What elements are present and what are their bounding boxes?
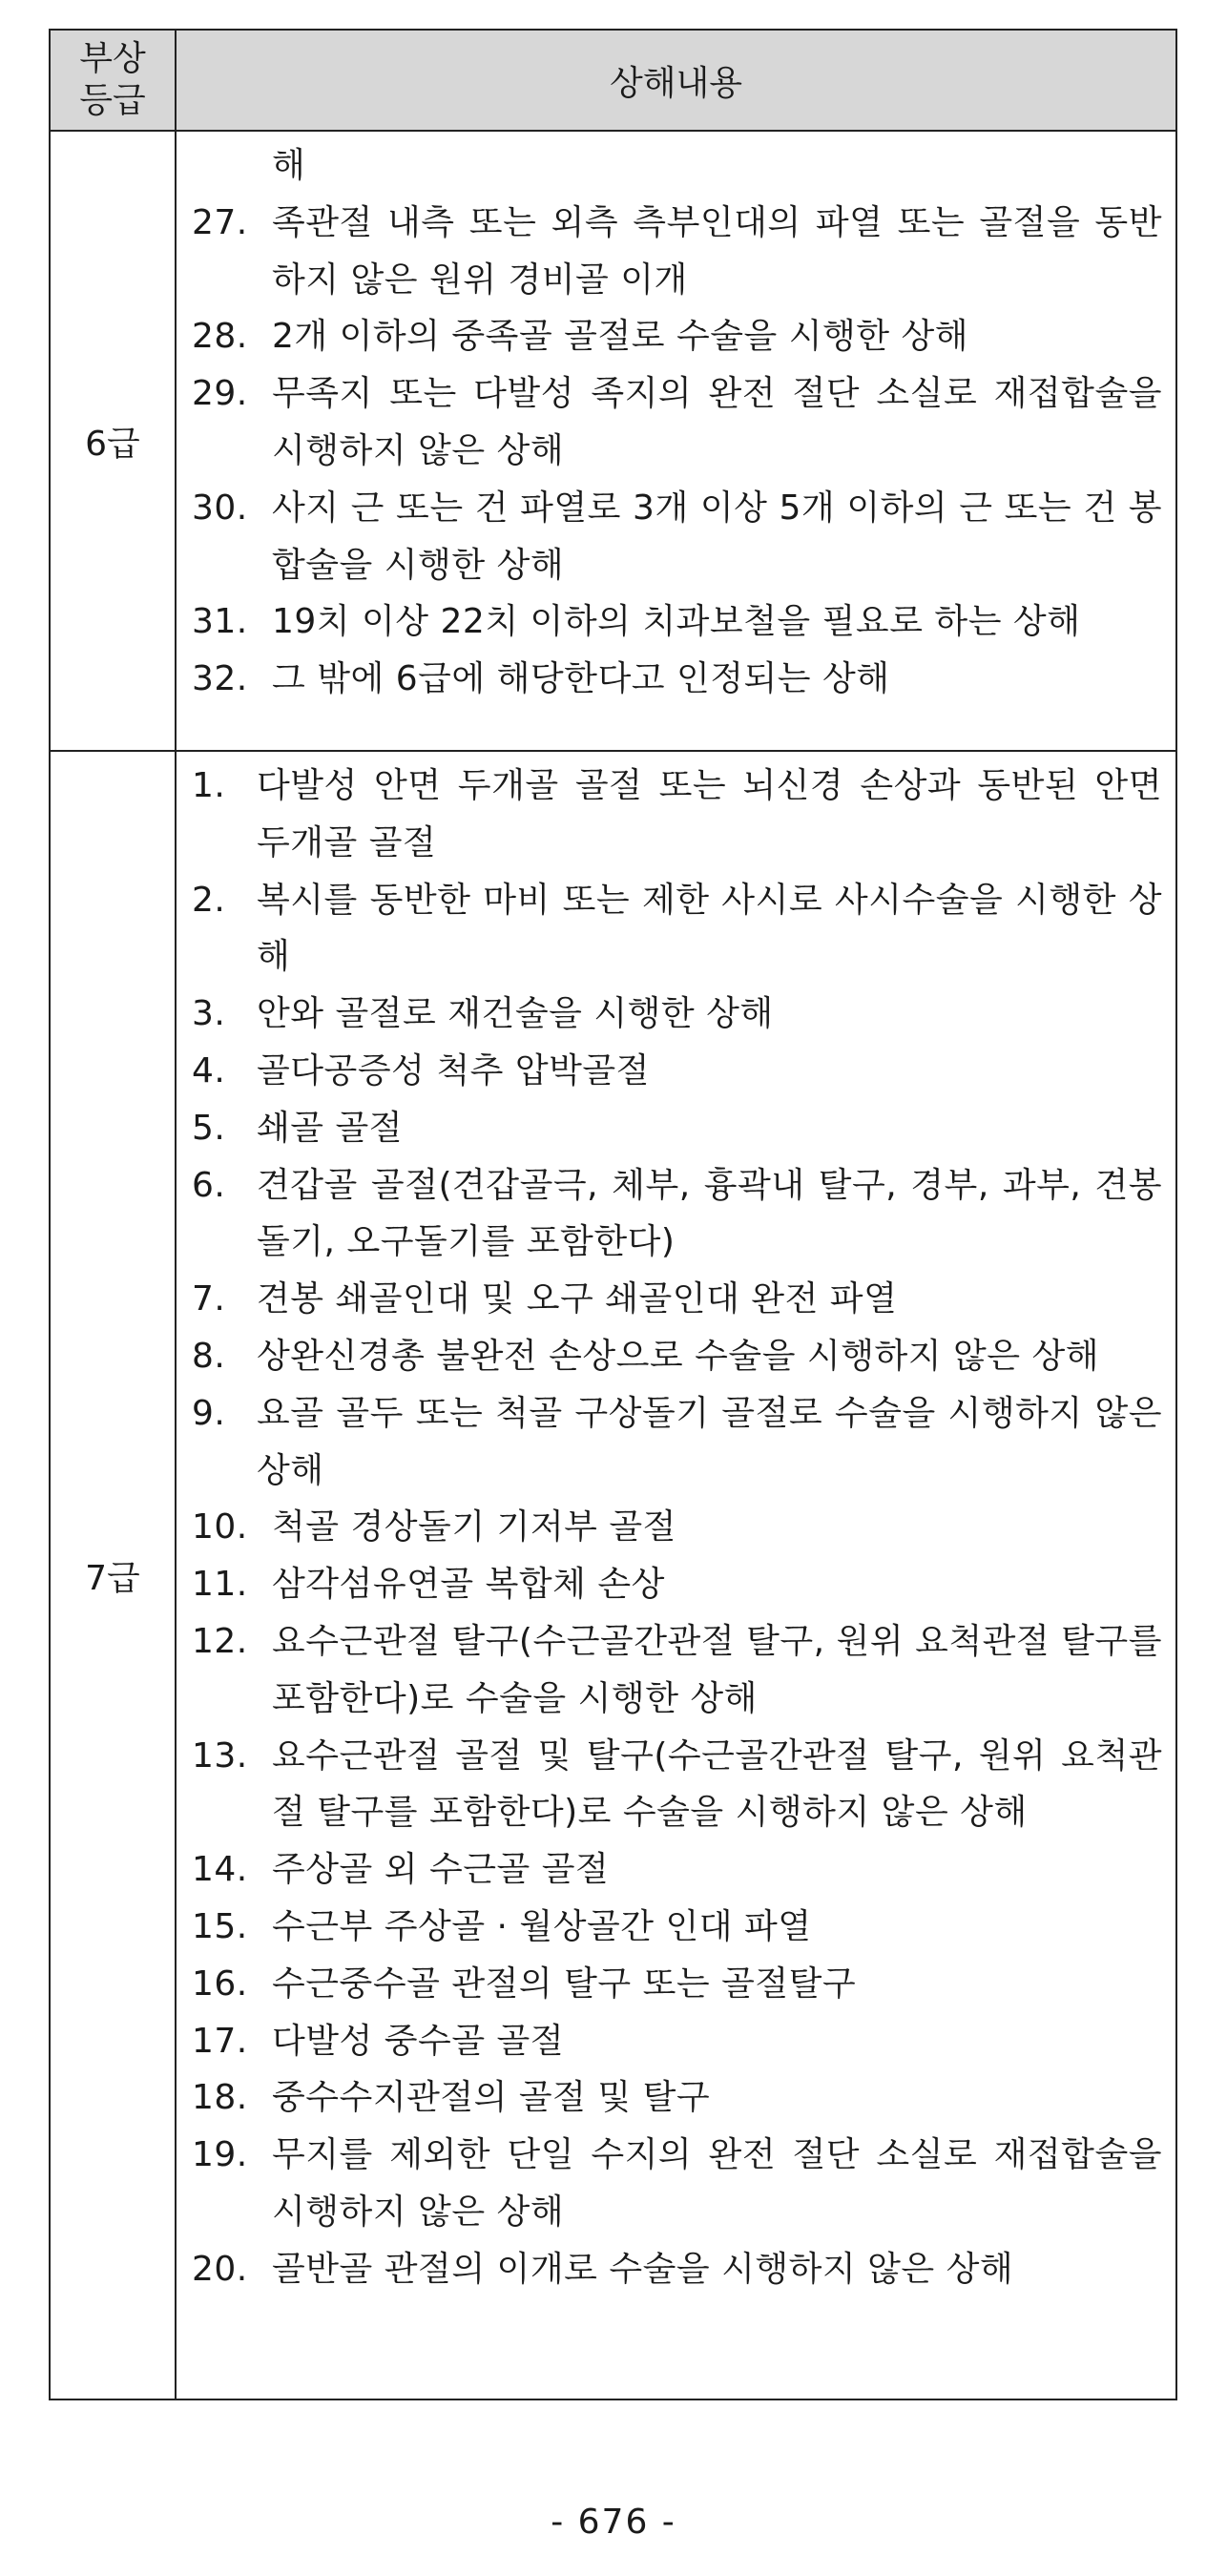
list-item <box>192 480 1162 594</box>
item-number: 29. <box>192 374 248 414</box>
item-number: 2. <box>192 880 226 920</box>
list-item <box>192 651 1162 708</box>
list-item <box>192 2127 1162 2241</box>
item-text: 척골 경상돌기 기저부 골절 <box>272 1507 676 1548</box>
list-item <box>192 2013 1162 2070</box>
item-number: 19. <box>192 2135 248 2175</box>
list-item <box>192 1899 1162 1956</box>
page-number: - 676 - <box>551 2503 676 2542</box>
content-cell-7 <box>177 752 1175 2399</box>
list-item <box>192 1385 1162 1500</box>
item-text: 견봉 쇄골인대 및 오구 쇄골인대 완전 파열 <box>257 1279 898 1319</box>
item-number: 8. <box>192 1336 226 1376</box>
item-text: 쇄골 골절 <box>257 1108 404 1148</box>
list-item <box>192 986 1162 1043</box>
list-item <box>192 2241 1162 2298</box>
list-item <box>192 1956 1162 2013</box>
item-text: 삼각섬유연골 복합체 손상 <box>272 1565 665 1605</box>
item-number: 1. <box>192 766 226 805</box>
item-number: 10. <box>192 1507 248 1548</box>
item-text: 19치 이상 22치 이하의 치과보철을 필요로 하는 상해 <box>272 602 1081 642</box>
item-number: 7. <box>192 1279 226 1319</box>
list-item <box>192 1556 1162 1613</box>
list-item <box>192 1271 1162 1328</box>
item-text: 사지 근 또는 건 파열로 3개 이상 5개 이하의 근 또는 건 봉합술을 시행한 상해 <box>272 488 1162 585</box>
item-text: 다발성 중수골 골절 <box>272 2021 565 2061</box>
table-row-grade-7 <box>51 752 1175 2399</box>
item-number: 30. <box>192 488 248 528</box>
item-number: 6. <box>192 1165 226 1205</box>
item-number: 20. <box>192 2249 248 2289</box>
item-number: 27. <box>192 202 248 242</box>
header-content-cell <box>177 31 1175 130</box>
item-number: 17. <box>192 2021 248 2061</box>
item-text: 중수수지관절의 골절 및 탈구 <box>272 2078 711 2118</box>
item-text: 복시를 동반한 마비 또는 제한 사시로 사시수술을 시행한 상해 <box>257 880 1162 977</box>
item-number: 32. <box>192 659 248 699</box>
list-item <box>192 1043 1162 1100</box>
item-number: 31. <box>192 602 248 642</box>
item-text: 견갑골 골절(견갑골극, 체부, 흉곽내 탈구, 경부, 과부, 견봉돌기, 오구돌기를 포함한다) <box>257 1165 1163 1262</box>
item-number: 14. <box>192 1850 248 1890</box>
item-text: 무족지 또는 다발성 족지의 완전 절단 소실로 재접합술을 시행하지 않은 상해 <box>272 374 1162 470</box>
item-number: 12. <box>192 1621 248 1661</box>
item-text: 2개 이하의 중족골 골절로 수술을 시행한 상해 <box>272 317 969 357</box>
list-item <box>192 365 1162 480</box>
table-row-grade-6 <box>51 132 1175 752</box>
list-item <box>192 2069 1162 2127</box>
list-item <box>192 1613 1162 1728</box>
grade-label-6: 6급 <box>85 424 140 464</box>
header-grade-label: 부상 등급 <box>79 39 146 120</box>
list-item <box>192 195 1162 309</box>
item-number: 28. <box>192 317 248 357</box>
item-text: 요수근관절 골절 및 탈구(수근골간관절 탈구, 원위 요척관절 탈구를 포함한다)로 수술을 시행하지 않은 상해 <box>272 1735 1162 1833</box>
grade-cell-6 <box>51 132 177 750</box>
item-text: 수근중수골 관절의 탈구 또는 골절탈구 <box>272 1963 857 2004</box>
list-item <box>192 1157 1162 1272</box>
list-item <box>192 758 1162 872</box>
item-number: 3. <box>192 994 226 1034</box>
injury-grade-table <box>49 29 1177 2400</box>
list-item <box>192 1100 1162 1157</box>
table-header-row <box>51 31 1175 132</box>
header-content-label: 상해내용 <box>609 63 743 103</box>
item-text: 무지를 제외한 단일 수지의 완전 절단 소실로 재접합술을 시행하지 않은 상해 <box>272 2135 1162 2232</box>
item-number: 16. <box>192 1963 248 2004</box>
item-number: 13. <box>192 1735 248 1776</box>
content-cell-6 <box>177 132 1175 750</box>
item-text: 족관절 내측 또는 외측 측부인대의 파열 또는 골절을 동반하지 않은 원위 경비골 이개 <box>272 202 1162 300</box>
continuation-text: 해 <box>272 146 305 185</box>
grade-label-7: 7급 <box>85 1558 140 1598</box>
item-number: 15. <box>192 1906 248 1946</box>
item-text: 요골 골두 또는 척골 구상돌기 골절로 수술을 시행하지 않은 상해 <box>257 1393 1162 1490</box>
item-text: 요수근관절 탈구(수근골간관절 탈구, 원위 요척관절 탈구를 포함한다)로 수술을 시행한 상해 <box>272 1621 1162 1718</box>
item-text: 다발성 안면 두개골 골절 또는 뇌신경 손상과 동반된 안면 두개골 골절 <box>257 766 1162 862</box>
item-number: 11. <box>192 1565 248 1605</box>
list-item <box>192 1328 1162 1385</box>
list-item <box>192 872 1162 987</box>
header-grade-cell <box>51 31 177 130</box>
item-number: 9. <box>192 1393 226 1433</box>
item-text: 골반골 관절의 이개로 수술을 시행하지 않은 상해 <box>272 2249 1014 2289</box>
item-text: 수근부 주상골 · 월상골간 인대 파열 <box>272 1906 812 1946</box>
item-text: 골다공증성 척추 압박골절 <box>257 1050 650 1091</box>
item-number: 18. <box>192 2078 248 2118</box>
list-item <box>192 1499 1162 1556</box>
list-item <box>192 308 1162 365</box>
item-text: 상완신경총 불완전 손상으로 수술을 시행하지 않은 상해 <box>257 1336 1100 1376</box>
item-text: 그 밖에 6급에 해당한다고 인정되는 상해 <box>272 659 890 699</box>
item-text: 안와 골절로 재건술을 시행한 상해 <box>257 994 774 1034</box>
list-item <box>192 1728 1162 1842</box>
item-number: 4. <box>192 1050 226 1091</box>
grade-cell-7 <box>51 752 177 2399</box>
list-item <box>192 1841 1162 1899</box>
item-number: 5. <box>192 1108 226 1148</box>
item-text: 주상골 외 수근골 골절 <box>272 1850 610 1890</box>
list-item <box>192 593 1162 651</box>
